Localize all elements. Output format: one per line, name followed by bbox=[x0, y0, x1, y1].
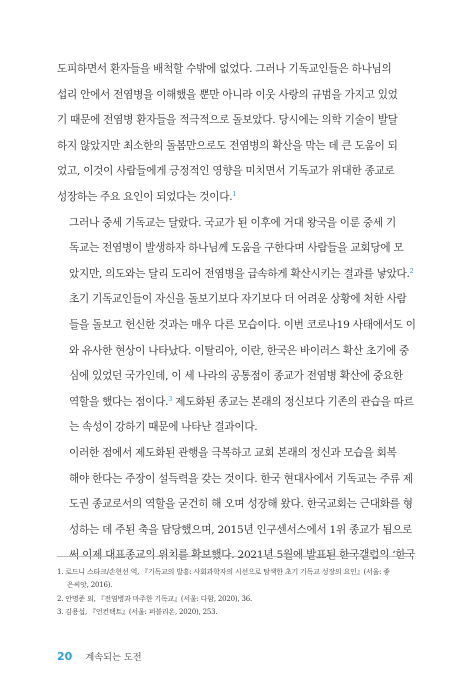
paragraph-2 bbox=[57, 211, 416, 441]
text-line: 었고, 이것이 사람들에게 긍정적인 영향을 미치면서 기독교가 위대한 종교로 bbox=[57, 165, 395, 178]
body-text bbox=[57, 57, 416, 569]
running-title: 계속되는 도전 bbox=[85, 652, 142, 663]
text-line: 해야 한다는 주장이 설득력을 갖는 것이다. 한국 현대사에서 기독교는 주류 제 bbox=[69, 472, 413, 485]
text-line-content: 역할을 했다는 점이다. bbox=[69, 395, 169, 408]
text-line: 심에 있었던 국가인데, 이 세 나라의 공통점이 종교가 전염병 확산에 중요한 bbox=[69, 370, 403, 383]
footnote-mark-1[interactable]: 1 bbox=[232, 189, 237, 198]
footnote-mark-3[interactable]: 3 bbox=[168, 394, 173, 403]
text-line: 기 때문에 전염병 환자들을 적극적으로 돌보았다. 당시에는 의학 기술이 발달 bbox=[57, 114, 398, 127]
text-line: 들을 돌보고 헌신한 것과는 매우 다른 모습이다. 이번 코로나19 사태에서도 이 bbox=[69, 318, 416, 331]
footnote-3: 3. 김용섭, 『언컨택트』(서울: 퍼블리온, 2020), 253. bbox=[57, 608, 218, 617]
footnote-1: 1. 로드니 스타크/손현선 역, 『기독교의 발흥: 사회과학자의 시선으로 탐색한 초기 기독교 성장의 요인』(서울: 좋 bbox=[57, 568, 390, 576]
text-line: 하지 않았지만 최소한의 돌봄만으로도 전염병의 확산을 막는 데 큰 도움이 되 bbox=[57, 139, 398, 152]
footnotes bbox=[57, 566, 412, 620]
text-line: 성하는 데 주된 축을 담당했으며, 2015년 인구센서스에서 1위 종교가 됨으로 bbox=[69, 523, 413, 536]
text-line-tail: 제도화된 종교는 본래의 정신보다 기존의 관습을 따르 bbox=[172, 395, 414, 408]
text-line: 그러나 중세 기독교는 달랐다. 국교가 된 이후에 거대 왕국을 이룬 중세 기 bbox=[69, 216, 396, 229]
text-line: 도권 종교로서의 역할을 굳건히 해 오며 성장해 왔다. 한국교회는 근대화를 형 bbox=[69, 498, 413, 511]
paragraph-3 bbox=[57, 441, 416, 569]
paragraph-1 bbox=[57, 57, 412, 211]
page-footer bbox=[57, 645, 142, 664]
text-line: 독교는 전염병이 발생하자 하나님께 도움을 구한다며 사람들을 교회당에 모 bbox=[69, 242, 404, 255]
footnote-divider bbox=[57, 556, 412, 557]
text-line: 는 속성이 강하기 때문에 나타난 결과이다. bbox=[69, 421, 258, 434]
text-line: 섭리 안에서 전염병을 이해했을 뿐만 아니라 이웃 사랑의 규범을 가지고 있었 bbox=[57, 88, 398, 101]
text-line: 이러한 점에서 제도화된 관행을 극복하고 교회 본래의 정신과 모습을 회복 bbox=[69, 446, 397, 459]
text-line bbox=[57, 390, 412, 416]
text-line bbox=[57, 185, 412, 211]
text-line: 초기 기독교인들이 자신을 돌보기보다 자기보다 더 어려운 상황에 처한 사람 bbox=[69, 293, 407, 306]
page-number: 20 bbox=[57, 650, 73, 663]
footnote-mark-2[interactable]: 2 bbox=[409, 266, 414, 275]
footnote-2: 2. 안명준 외, 『전염병과 마주한 기독교』(서울: 다함, 2020), 36. bbox=[57, 594, 253, 603]
text-line-content: 성장하는 주요 요인이 되었다는 것이다. bbox=[57, 190, 233, 203]
footnote-1-continued: 은씨앗, 2016). bbox=[67, 581, 113, 590]
text-line-content: 았지만, 의도와는 달리 도리어 전염병을 급속하게 확산시키는 결과를 낳았다. bbox=[69, 267, 410, 280]
text-line: 와 유사한 현상이 나타났다. 이탈리아, 이란, 한국은 바이러스 확산 초기에 중 bbox=[69, 344, 410, 357]
text-line: 써 이제 대표종교의 위치를 확보했다. 2021년 5월에 발표된 한국갤럽의 ‘한국 bbox=[69, 549, 416, 562]
text-line bbox=[57, 262, 412, 288]
text-line: 도피하면서 환자들을 배척할 수밖에 없었다. 그러나 기독교인들은 하나님의 bbox=[57, 63, 392, 75]
